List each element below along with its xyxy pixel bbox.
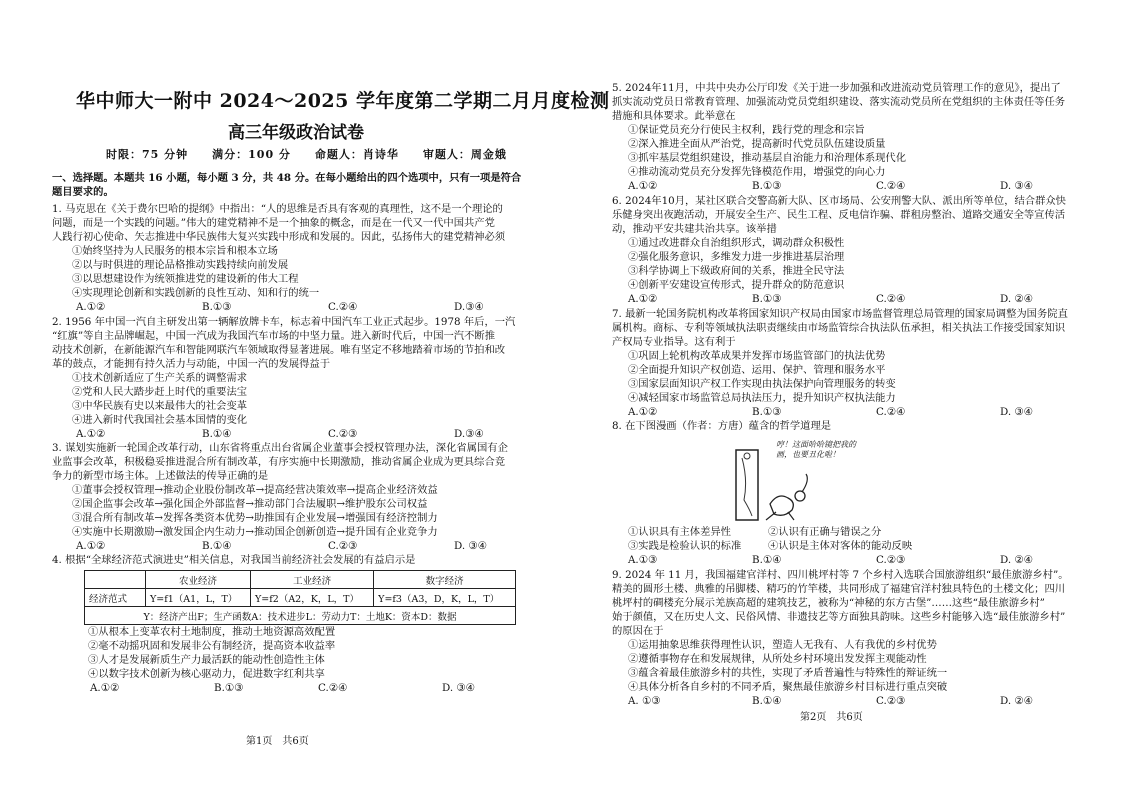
option-c[interactable]: C.②④ (876, 406, 906, 418)
section-instruction-line2: 题目要求的。 (52, 186, 114, 198)
option-d[interactable]: D. ③④ (1000, 406, 1033, 418)
option-d[interactable]: D. ②④ (1000, 293, 1033, 305)
answer-item: ①从根本上变革农村土地制度，推动土地资源高效配置 (88, 626, 336, 638)
table-row-label: 经济范式 (85, 589, 146, 607)
option-a[interactable]: A.①② (628, 180, 658, 192)
answer-item: ②遵循事物存在和发展规律，从所处乡村环境出发发挥主观能动性 (628, 653, 927, 665)
answer-item: ②毫不动摇巩固和发展非公有制经济，提高资本收益率 (88, 640, 336, 652)
option-d[interactable]: D. ③④ (442, 682, 475, 694)
answer-item: ③中华民族有史以来最伟大的社会变革 (72, 400, 248, 412)
exam-title: 华中师大一附中 2024～2025 学年度第二学期二月月度检测 (76, 90, 610, 112)
option-d[interactable]: D. ②④ (1000, 695, 1033, 707)
question-stem-line: 桃坪村的碉楼充分展示羌族高超的建筑技艺，被称为“神秘的东方古堡”……这些“最佳旅游乡村” (612, 597, 1045, 609)
option-c[interactable]: C.②③ (876, 695, 906, 707)
question-stem-line: 的原因在于 (612, 625, 664, 637)
question-stem-line: 8. 在下图漫画（作者：方唐）蕴含的哲学道理是 (612, 420, 832, 432)
answer-item: ②全面提升知识产权创造、运用、保护、管理和服务水平 (628, 364, 886, 376)
question-stem-line: 6. 2024年10月，某社区联合交警高新大队、区市场局、公安刑警大队、派出所等单位，结合群众快 (612, 195, 1066, 207)
question-stem-line: 产权局专业指导。这有利于 (612, 336, 736, 348)
answer-options (628, 695, 1068, 708)
cartoon-image (730, 440, 860, 522)
option-a[interactable]: A.①② (76, 540, 106, 552)
option-d[interactable]: D.③④ (454, 428, 484, 440)
answer-options (76, 428, 506, 441)
page-footer: 第2页 共6页 (800, 712, 863, 723)
option-c[interactable]: C.②④ (876, 293, 906, 305)
option-c[interactable]: C.②④ (876, 180, 906, 192)
section-instruction-line1: 一、选择题。本题共 16 小题，每小题 3 分，共 48 分。在每小题给出的四个选项中，只有一项是符合 (52, 172, 522, 184)
question-stem-line: 9. 2024 年 11 月，我国福建官洋村、四川桃坪村等 7 个乡村入选联合国旅游组织“最佳旅游乡村”。 (612, 569, 1069, 581)
economy-paradigm-table (84, 570, 516, 625)
cartoon-drawing (730, 440, 860, 522)
answer-item: ①认识具有主体差异性 (628, 526, 731, 538)
option-c[interactable]: C.②③ (328, 540, 358, 552)
option-a[interactable]: A. ①③ (628, 695, 661, 707)
table-cell: Y=f2（A2，K，L，T） (251, 589, 374, 607)
exam-meta: 时限：75 分钟 满分：100 分 命题人：肖诗华 审题人：周金娥 (106, 148, 507, 161)
table-header-row (85, 571, 516, 589)
question-stem-line: “红旗”等自主品牌崛起，中国一汽成为我国汽车市场的中坚力量。进入新时代后，中国一汽不断推 (52, 330, 495, 342)
answer-item: ③科学协调上下级政府间的关系，推进全民守法 (628, 265, 845, 277)
page-footer: 第1页 共6页 (246, 736, 309, 747)
option-b[interactable]: B.①④ (752, 554, 782, 566)
option-b[interactable]: B.①③ (202, 301, 232, 313)
table-header-cell: 数字经济 (374, 571, 516, 589)
question-stem-line: 始于颜值，又在历史人文、民俗风情、非遗技艺等方面独具韵味。这些乡村能够入选“最佳旅游乡村” (612, 611, 1066, 623)
answer-item: ④推动流动党员充分发挥先锋模范作用，增强党的向心力 (628, 166, 886, 178)
option-b[interactable]: B.①③ (214, 682, 244, 694)
option-a[interactable]: A.①③ (628, 554, 658, 566)
answer-item: ①董事会授权管理→推动企业股份制改革→提高经营决策效率→提高企业经济效益 (72, 484, 438, 496)
answer-item: ③以思想建设作为统领推进党的建设新的伟大工程 (72, 273, 299, 285)
question-stem-line: 属机构。商标、专利等领域执法职责继续由市场监管综合执法队伍承担，相关执法工作接受国家知识 (612, 322, 1066, 334)
answer-options (76, 540, 506, 553)
answer-options (628, 293, 1068, 306)
answer-item: ①运用抽象思维获得理性认识，塑造人无我有、人有我优的乡村优势 (628, 639, 937, 651)
answer-item: ②以与时俱进的理论品格推动实践持续向前发展 (72, 259, 289, 271)
answer-item: ④具体分析各自乡村的不同矛盾，聚焦最佳旅游乡村目标进行重点突破 (628, 681, 948, 693)
answer-item: ④以数字技术创新为核心驱动力，促进数字红利共享 (88, 668, 325, 680)
option-d[interactable]: D. ②④ (1000, 554, 1033, 566)
question-stem-line: 争力的新型市场主体。上述做法的传导正确的是 (52, 470, 269, 482)
question-stem-line: 措施和具体要求。此举意在 (612, 110, 736, 122)
question-stem-line: 革的鼓点，才能拥有持久活力与动能，中国一汽的发展得益于 (52, 358, 331, 370)
option-b[interactable]: B.①④ (752, 695, 782, 707)
answer-options (628, 406, 1068, 419)
question-stem-line: 1. 马克思在《关于费尔巴哈的提纲》中指出：“人的思维是否具有客观的真理性，这不是一个理论的 (52, 203, 503, 215)
option-b[interactable]: B.①④ (202, 540, 232, 552)
question-stem-line: 抓实流动党员日常教育管理、加强流动党员党组织建设、落实流动党员所在党组织的主体责任等任务 (612, 96, 1066, 108)
table-row (85, 589, 516, 607)
answer-item: ③蕴含着最佳旅游乡村的共性，实现了矛盾普遍性与特殊性的辩证统一 (628, 667, 948, 679)
question-stem-line: 动，推动平安共建共治共享。该举措 (612, 223, 777, 235)
answer-item: ①保证党员充分行使民主权利，践行党的理念和宗旨 (628, 124, 865, 136)
answer-options (76, 301, 506, 314)
answer-options (90, 682, 510, 695)
question-stem-line: 业监事会改革，积极稳妥推进混合所有制改革，有序实施中长期激励，推动省属企业成为更具综合竞 (52, 456, 506, 468)
question-stem-line: 3. 谋划实施新一轮国企改革行动，山东省将重点出台省属企业董事会授权管理办法，深化省属国有企 (52, 442, 508, 454)
question-stem-line: 动技术创新，在新能源汽车和智能网联汽车领域取得显著进展。唯有坚定不移地踏着市场的节拍和改 (52, 344, 506, 356)
question-stem-line: 问题，而是一个实践的问题。”伟大的建党精神不是一个抽象的概念，而是在一代又一代中国共产党 (52, 217, 495, 229)
answer-options (628, 180, 1068, 193)
option-b[interactable]: B.①④ (202, 428, 232, 440)
question-stem-line: 精美的圆形土楼、典雅的吊脚楼、精巧的竹竿楼，共同形成了福建官洋村独具特色的土楼文化；四川 (612, 583, 1066, 595)
option-d[interactable]: D.③④ (454, 301, 484, 313)
answer-item: ②强化服务意识，多维发力进一步推进基层治理 (628, 251, 845, 263)
answer-item: ③实践是检验认识的标准 (628, 540, 742, 552)
answer-item: ④进入新时代我国社会基本国情的变化 (72, 414, 248, 426)
option-a[interactable]: A.①② (90, 682, 120, 694)
answer-item: ④认识是主体对客体的能动反映 (768, 540, 913, 552)
option-a[interactable]: A.①② (76, 301, 106, 313)
answer-item: ③国家层面知识产权工作实现由执法保护向管理服务的转变 (628, 378, 896, 390)
option-d[interactable]: D. ③④ (454, 540, 487, 552)
answer-item: ④实施中长期激励→激发国企内生动力→推动国企创新创造→提升国有企业竞争力 (72, 526, 438, 538)
answer-item: ④实现理论创新和实践创新的良性互动、知和行的统一 (72, 287, 320, 299)
answer-item: ③人才是发展新质生产力最活跃的能动性创造性主体 (88, 654, 325, 666)
answer-item: ②深入推进全面从严治党，提高新时代党员队伍建设质量 (628, 138, 886, 150)
question-stem-line: 7. 最新一轮国务院机构改革将国家知识产权局由国家市场监督管理总局管理的国家局调整为国务院直 (612, 308, 1068, 320)
option-c[interactable]: C.②③ (876, 554, 906, 566)
table-cell: Y=f3（A3，D，K，L，T） (374, 589, 516, 607)
table-header-cell (85, 571, 146, 589)
option-b[interactable]: B.①③ (752, 180, 782, 192)
table-cell: Y=f1（A1，L，T） (146, 589, 251, 607)
option-a[interactable]: A.①② (76, 428, 106, 440)
answer-item: ①巩固上轮机构改革成果并发挥市场监管部门的执法优势 (628, 350, 886, 362)
option-b[interactable]: B.①③ (752, 406, 782, 418)
table-header-cell: 农业经济 (146, 571, 251, 589)
question-stem-line: 5. 2024年11月，中共中央办公厅印发《关于进一步加强和改进流动党员管理工作的意见》，提出了 (612, 82, 1061, 94)
answer-item: ①始终坚持为人民服务的根本宗旨和根本立场 (72, 245, 278, 257)
table-note-row (85, 607, 516, 625)
answer-item: ④减轻国家市场监管总局执法压力，提升知识产权执法能力 (628, 392, 896, 404)
question-stem-line: 2. 1956 年中国一汽自主研发出第一辆解放牌卡车，标志着中国汽车工业正式起步。1978 年后，一汽 (52, 316, 516, 328)
answer-item: ①技术创新适应了生产关系的调整需求 (72, 372, 248, 384)
answer-item: ③抓牢基层党组织建设，推动基层自治能力和治理体系现代化 (628, 152, 907, 164)
answer-item: ②认识有正确与错误之分 (768, 526, 882, 538)
exam-page-2 (560, 0, 1121, 793)
question-stem-line: 4. 根据“全球经济范式演进史”相关信息，对我国当前经济社会发展的有益启示是 (52, 554, 416, 566)
option-a[interactable]: A.①② (628, 406, 658, 418)
answer-item: ③混合所有制改革→发挥各类资本优势→助推国有企业发展→增强国有经济控制力 (72, 512, 438, 524)
option-c[interactable]: C.②④ (318, 682, 348, 694)
table-note: Y：经济产出F；生产函数A：技术进步L：劳动力T：土地K：资本D：数据 (85, 607, 516, 625)
answer-item: ④创新平安建设宣传形式，提升群众的防范意识 (628, 279, 845, 291)
answer-item: ②国企监事会改革→强化国企外部监督→推动部门合法履职→维护股东公司权益 (72, 498, 428, 510)
cartoon-caption: 哼！这面哈哈镜把我的画，也要丑化啦！ (776, 440, 856, 459)
exam-subtitle: 高三年级政治试卷 (228, 123, 364, 143)
question-stem-line: 人践行初心使命、矢志推进中华民族伟大复兴实践中形成和发展的。因此，弘扬伟大的建党精神必须 (52, 231, 506, 243)
answer-item: ①通过改进群众自治组织形式，调动群众积极性 (628, 237, 845, 249)
table-header-cell: 工业经济 (251, 571, 374, 589)
option-a[interactable]: A.①② (628, 293, 658, 305)
answer-item: ②党和人民大踏步赶上时代的重要法宝 (72, 386, 248, 398)
answer-options (628, 554, 1068, 567)
option-c[interactable]: C.②④ (328, 301, 358, 313)
question-stem-line: 乐健身突出夜跑活动，开展安全生产、民生工程、反电信诈骗、群租房整治、道路交通安全等宣传活 (612, 209, 1066, 221)
option-c[interactable]: C.②③ (328, 428, 358, 440)
option-b[interactable]: B.①③ (752, 293, 782, 305)
option-d[interactable]: D. ③④ (1000, 180, 1033, 192)
